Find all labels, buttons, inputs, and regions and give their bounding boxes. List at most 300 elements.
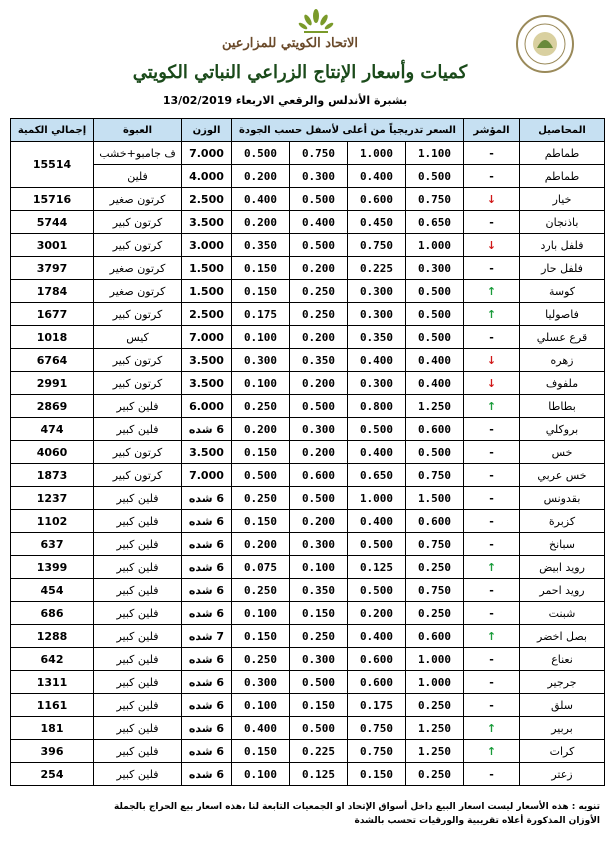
dash-indicator: - xyxy=(489,468,494,482)
price-grade-1-cell: 1.000 xyxy=(406,648,464,671)
price-grade-1-cell: 0.500 xyxy=(406,441,464,464)
table-row xyxy=(11,556,605,579)
total-quantity-cell: 1288 xyxy=(11,625,94,648)
price-grade-2-cell: 0.750 xyxy=(348,740,406,763)
pack-cell: فلين كبير xyxy=(94,487,182,510)
weight-column-header: الوزن xyxy=(182,119,232,142)
footnote-line-1: تنويه : هذه الأسعار ليست اسعار البيع داخل أسواق الإتحاد او الجمعيات التابعة لنا ،هذه اسعار بيع الحراج بالجملة xyxy=(114,802,600,812)
federation-logo-icon xyxy=(515,14,575,74)
table-row xyxy=(11,418,605,441)
table-row xyxy=(11,602,605,625)
price-grade-1-cell: 0.250 xyxy=(406,602,464,625)
crop-name-cell: بقدونس xyxy=(520,487,605,510)
table-row xyxy=(11,372,605,395)
footnote-line-2: الأوزان المذكورة أعلاه تقريبية والورقيات تحسب بالشدة xyxy=(354,816,600,826)
total-quantity-cell: 474 xyxy=(11,418,94,441)
crop-name-cell: خيار xyxy=(520,188,605,211)
weight-cell: 3.500 xyxy=(182,349,232,372)
total-quantity-cell: 1018 xyxy=(11,326,94,349)
table-row xyxy=(11,395,605,418)
total-quantity-cell: 1784 xyxy=(11,280,94,303)
price-grade-3-cell: 0.500 xyxy=(290,188,348,211)
price-grade-1-cell: 1.000 xyxy=(406,671,464,694)
crop-name-cell: باذنجان xyxy=(520,211,605,234)
trend-indicator-cell xyxy=(464,349,520,372)
trend-indicator-cell xyxy=(464,694,520,717)
table-header-row xyxy=(11,119,605,142)
price-grade-1-cell: 0.750 xyxy=(406,188,464,211)
crop-name-cell: جرجير xyxy=(520,671,605,694)
dash-indicator: - xyxy=(489,537,494,551)
trend-indicator-cell xyxy=(464,188,520,211)
price-grade-4-cell: 0.100 xyxy=(232,372,290,395)
price-grade-3-cell: 0.125 xyxy=(290,763,348,786)
total-quantity-cell: 254 xyxy=(11,763,94,786)
crop-name-cell: شبنت xyxy=(520,602,605,625)
pack-cell: كرتون كبير xyxy=(94,349,182,372)
crop-name-cell: زعتر xyxy=(520,763,605,786)
price-grade-2-cell: 0.175 xyxy=(348,694,406,717)
crop-name-cell: سلق xyxy=(520,694,605,717)
price-grade-2-cell: 0.450 xyxy=(348,211,406,234)
price-grade-3-cell: 0.250 xyxy=(290,625,348,648)
price-grade-1-cell: 0.250 xyxy=(406,694,464,717)
weight-cell: 6 شده xyxy=(182,487,232,510)
total-quantity-cell: 642 xyxy=(11,648,94,671)
table-row xyxy=(11,280,605,303)
total-quantity-cell: 686 xyxy=(11,602,94,625)
trend-indicator-cell xyxy=(464,441,520,464)
price-grade-3-cell: 0.200 xyxy=(290,510,348,533)
weight-cell: 2.500 xyxy=(182,188,232,211)
price-grade-4-cell: 0.200 xyxy=(232,533,290,556)
table-row xyxy=(11,717,605,740)
table-row xyxy=(11,349,605,372)
price-grade-2-cell: 0.400 xyxy=(348,441,406,464)
price-grade-2-cell: 0.500 xyxy=(348,533,406,556)
pack-cell: فلين كبير xyxy=(94,763,182,786)
crop-name-cell: سبانخ xyxy=(520,533,605,556)
pack-cell: كرتون صغير xyxy=(94,188,182,211)
pack-cell: فلين كبير xyxy=(94,648,182,671)
price-grade-2-cell: 0.650 xyxy=(348,464,406,487)
arrow-up-icon: ↑ xyxy=(486,721,497,735)
pack-cell: فلين كبير xyxy=(94,395,182,418)
crop-name-cell: فلفل بارد xyxy=(520,234,605,257)
trend-indicator-cell xyxy=(464,142,520,165)
trend-indicator-cell xyxy=(464,763,520,786)
pack-column-header: العبوة xyxy=(94,119,182,142)
table-row xyxy=(11,257,605,280)
price-grade-3-cell: 0.500 xyxy=(290,671,348,694)
price-grade-3-cell: 0.400 xyxy=(290,211,348,234)
pack-cell: فلين كبير xyxy=(94,533,182,556)
page-title: كميات وأسعار الإنتاج الزراعي النباتي الكويتي xyxy=(132,62,468,83)
trend-indicator-cell xyxy=(464,625,520,648)
trend-indicator-cell xyxy=(464,303,520,326)
crop-name-cell: خس عربي xyxy=(520,464,605,487)
weight-cell: 7.000 xyxy=(182,326,232,349)
price-grade-2-cell: 0.750 xyxy=(348,717,406,740)
arrow-down-icon: ↓ xyxy=(486,376,497,390)
price-grade-2-cell: 0.600 xyxy=(348,188,406,211)
total-column-header: إجمالي الكمية xyxy=(11,119,94,142)
dash-indicator: - xyxy=(489,514,494,528)
price-grade-1-cell: 0.500 xyxy=(406,165,464,188)
trend-indicator-cell xyxy=(464,556,520,579)
price-grade-1-cell: 0.600 xyxy=(406,625,464,648)
price-grade-1-cell: 0.250 xyxy=(406,763,464,786)
arrow-up-icon: ↑ xyxy=(486,560,497,574)
price-grade-1-cell: 0.400 xyxy=(406,349,464,372)
arrow-up-icon: ↑ xyxy=(486,284,497,298)
trend-indicator-cell xyxy=(464,464,520,487)
trend-indicator-cell xyxy=(464,579,520,602)
table-row xyxy=(11,694,605,717)
crop-name-cell: طماطم xyxy=(520,165,605,188)
price-grade-3-cell: 0.250 xyxy=(290,280,348,303)
weight-cell: 6 شده xyxy=(182,694,232,717)
total-quantity-cell: 3797 xyxy=(11,257,94,280)
table-row xyxy=(11,487,605,510)
dash-indicator: - xyxy=(489,215,494,229)
total-quantity-cell: 5744 xyxy=(11,211,94,234)
total-quantity-cell: 3001 xyxy=(11,234,94,257)
trend-indicator-cell xyxy=(464,372,520,395)
price-table xyxy=(10,118,605,786)
table-row xyxy=(11,533,605,556)
price-grade-4-cell: 0.150 xyxy=(232,257,290,280)
pack-cell: كرتون كبير xyxy=(94,441,182,464)
crop-name-cell: زهره xyxy=(520,349,605,372)
weight-cell: 1.500 xyxy=(182,280,232,303)
trend-indicator-cell xyxy=(464,326,520,349)
price-grade-1-cell: 1.100 xyxy=(406,142,464,165)
crop-column-header: المحاصيل xyxy=(520,119,605,142)
total-quantity-cell: 396 xyxy=(11,740,94,763)
price-grade-4-cell: 0.150 xyxy=(232,625,290,648)
price-grade-4-cell: 0.250 xyxy=(232,395,290,418)
weight-cell: 6 شده xyxy=(182,418,232,441)
price-grade-4-cell: 0.400 xyxy=(232,188,290,211)
price-grade-1-cell: 1.250 xyxy=(406,717,464,740)
price-grade-1-cell: 1.500 xyxy=(406,487,464,510)
price-grade-1-cell: 0.500 xyxy=(406,326,464,349)
crop-name-cell: نعناع xyxy=(520,648,605,671)
pack-cell: كرتون كبير xyxy=(94,234,182,257)
total-quantity-cell: 15716 xyxy=(11,188,94,211)
pack-cell: كرتون كبير xyxy=(94,211,182,234)
total-quantity-cell: 2991 xyxy=(11,372,94,395)
price-grade-2-cell: 0.400 xyxy=(348,625,406,648)
price-grade-3-cell: 0.200 xyxy=(290,372,348,395)
price-grade-4-cell: 0.150 xyxy=(232,441,290,464)
dash-indicator: - xyxy=(489,146,494,160)
crop-name-cell: فاصوليا xyxy=(520,303,605,326)
footnote xyxy=(40,800,600,828)
trend-indicator-cell xyxy=(464,165,520,188)
price-grade-1-cell: 0.650 xyxy=(406,211,464,234)
price-grade-2-cell: 0.125 xyxy=(348,556,406,579)
price-grade-1-cell: 0.600 xyxy=(406,418,464,441)
price-grade-1-cell: 0.750 xyxy=(406,464,464,487)
dash-indicator: - xyxy=(489,675,494,689)
price-grade-2-cell: 0.300 xyxy=(348,372,406,395)
price-grade-4-cell: 0.150 xyxy=(232,280,290,303)
table-row xyxy=(11,188,605,211)
price-grade-3-cell: 0.300 xyxy=(290,418,348,441)
total-quantity-cell: 2869 xyxy=(11,395,94,418)
crop-name-cell: ملفوف xyxy=(520,372,605,395)
price-grade-1-cell: 0.300 xyxy=(406,257,464,280)
weight-cell: 6 شده xyxy=(182,740,232,763)
price-grade-4-cell: 0.150 xyxy=(232,510,290,533)
price-grade-4-cell: 0.500 xyxy=(232,464,290,487)
price-grade-3-cell: 0.300 xyxy=(290,533,348,556)
price-grade-3-cell: 0.500 xyxy=(290,487,348,510)
price-grade-4-cell: 0.400 xyxy=(232,717,290,740)
trend-indicator-cell xyxy=(464,533,520,556)
total-quantity-cell: 637 xyxy=(11,533,94,556)
price-grade-4-cell: 0.200 xyxy=(232,211,290,234)
indicator-column-header: المؤشر xyxy=(464,119,520,142)
pack-cell: فلين كبير xyxy=(94,418,182,441)
arrow-down-icon: ↓ xyxy=(486,238,497,252)
weight-cell: 3.500 xyxy=(182,372,232,395)
price-grade-2-cell: 0.200 xyxy=(348,602,406,625)
price-grade-3-cell: 0.250 xyxy=(290,303,348,326)
dash-indicator: - xyxy=(489,767,494,781)
price-grade-1-cell: 1.250 xyxy=(406,395,464,418)
trend-indicator-cell xyxy=(464,395,520,418)
price-grade-4-cell: 0.100 xyxy=(232,763,290,786)
weight-cell: 4.000 xyxy=(182,165,232,188)
price-grade-3-cell: 0.200 xyxy=(290,257,348,280)
weight-cell: 6 شده xyxy=(182,579,232,602)
table-row xyxy=(11,671,605,694)
price-grade-1-cell: 1.250 xyxy=(406,740,464,763)
price-grade-2-cell: 0.400 xyxy=(348,349,406,372)
weight-cell: 7.000 xyxy=(182,142,232,165)
weight-cell: 6 شده xyxy=(182,510,232,533)
price-grade-4-cell: 0.150 xyxy=(232,740,290,763)
table-row xyxy=(11,579,605,602)
page-header xyxy=(0,0,606,118)
weight-cell: 6 شده xyxy=(182,556,232,579)
crop-name-cell: بطاطا xyxy=(520,395,605,418)
weight-cell: 3.500 xyxy=(182,441,232,464)
price-grade-4-cell: 0.200 xyxy=(232,165,290,188)
price-grade-1-cell: 1.000 xyxy=(406,234,464,257)
price-grade-1-cell: 0.250 xyxy=(406,556,464,579)
pack-cell: كرتون كبير xyxy=(94,303,182,326)
table-row xyxy=(11,740,605,763)
pack-cell: ف جامبو+خشب xyxy=(94,142,182,165)
trend-indicator-cell xyxy=(464,740,520,763)
price-grade-4-cell: 0.250 xyxy=(232,487,290,510)
crop-name-cell: بصل اخضر xyxy=(520,625,605,648)
pack-cell: فلين كبير xyxy=(94,510,182,533)
arrow-up-icon: ↑ xyxy=(486,744,497,758)
price-grade-4-cell: 0.075 xyxy=(232,556,290,579)
weight-cell: 1.500 xyxy=(182,257,232,280)
trend-indicator-cell xyxy=(464,211,520,234)
price-grade-4-cell: 0.350 xyxy=(232,234,290,257)
total-quantity-cell: 1161 xyxy=(11,694,94,717)
total-quantity-cell: 1237 xyxy=(11,487,94,510)
price-grade-1-cell: 0.500 xyxy=(406,303,464,326)
table-row xyxy=(11,763,605,786)
price-grade-2-cell: 0.400 xyxy=(348,510,406,533)
arrow-down-icon: ↓ xyxy=(486,353,497,367)
price-grade-1-cell: 0.750 xyxy=(406,533,464,556)
table-row xyxy=(11,303,605,326)
price-grade-2-cell: 0.600 xyxy=(348,671,406,694)
total-quantity-cell: 15514 xyxy=(11,142,94,188)
crop-name-cell: خس xyxy=(520,441,605,464)
price-grade-3-cell: 0.750 xyxy=(290,142,348,165)
weight-cell: 6 شده xyxy=(182,533,232,556)
crop-name-cell: قرع عسلي xyxy=(520,326,605,349)
dash-indicator: - xyxy=(489,698,494,712)
dash-indicator: - xyxy=(489,583,494,597)
trend-indicator-cell xyxy=(464,487,520,510)
price-grade-3-cell: 0.500 xyxy=(290,395,348,418)
price-column-header: السعر تدريجياً من أعلى لأسفل حسب الجودة xyxy=(232,119,464,142)
price-grade-2-cell: 0.500 xyxy=(348,579,406,602)
price-grade-4-cell: 0.100 xyxy=(232,694,290,717)
price-grade-3-cell: 0.150 xyxy=(290,602,348,625)
trend-indicator-cell xyxy=(464,648,520,671)
weight-cell: 3.500 xyxy=(182,211,232,234)
price-grade-2-cell: 0.225 xyxy=(348,257,406,280)
price-grade-4-cell: 0.300 xyxy=(232,349,290,372)
total-quantity-cell: 6764 xyxy=(11,349,94,372)
price-grade-4-cell: 0.100 xyxy=(232,602,290,625)
price-grade-2-cell: 0.150 xyxy=(348,763,406,786)
table-row xyxy=(11,326,605,349)
dash-indicator: - xyxy=(489,169,494,183)
floral-ornament-icon xyxy=(298,8,334,38)
dash-indicator: - xyxy=(489,652,494,666)
weight-cell: 2.500 xyxy=(182,303,232,326)
trend-indicator-cell xyxy=(464,602,520,625)
price-grade-1-cell: 0.750 xyxy=(406,579,464,602)
price-grade-2-cell: 1.000 xyxy=(348,142,406,165)
table-row xyxy=(11,625,605,648)
dash-indicator: - xyxy=(489,606,494,620)
dash-indicator: - xyxy=(489,422,494,436)
weight-cell: 7 شده xyxy=(182,625,232,648)
weight-cell: 6 شده xyxy=(182,648,232,671)
price-grade-3-cell: 0.500 xyxy=(290,234,348,257)
weight-cell: 3.000 xyxy=(182,234,232,257)
pack-cell: فلين كبير xyxy=(94,717,182,740)
total-quantity-cell: 181 xyxy=(11,717,94,740)
total-quantity-cell: 1399 xyxy=(11,556,94,579)
price-grade-4-cell: 0.250 xyxy=(232,648,290,671)
crop-name-cell: رويد ابيض xyxy=(520,556,605,579)
arrow-up-icon: ↑ xyxy=(486,399,497,413)
price-grade-2-cell: 0.300 xyxy=(348,303,406,326)
price-grade-4-cell: 0.500 xyxy=(232,142,290,165)
price-grade-2-cell: 0.350 xyxy=(348,326,406,349)
weight-cell: 7.000 xyxy=(182,464,232,487)
table-row xyxy=(11,464,605,487)
price-grade-3-cell: 0.350 xyxy=(290,579,348,602)
trend-indicator-cell xyxy=(464,418,520,441)
price-grade-2-cell: 0.750 xyxy=(348,234,406,257)
price-grade-3-cell: 0.500 xyxy=(290,717,348,740)
price-grade-4-cell: 0.100 xyxy=(232,326,290,349)
price-grade-3-cell: 0.200 xyxy=(290,441,348,464)
table-row xyxy=(11,441,605,464)
table-row xyxy=(11,211,605,234)
price-grade-4-cell: 0.175 xyxy=(232,303,290,326)
dash-indicator: - xyxy=(489,261,494,275)
dash-indicator: - xyxy=(489,330,494,344)
price-grade-3-cell: 0.200 xyxy=(290,326,348,349)
table-row xyxy=(11,234,605,257)
crop-name-cell: فلفل حار xyxy=(520,257,605,280)
dash-indicator: - xyxy=(489,491,494,505)
pack-cell: كرتون كبير xyxy=(94,464,182,487)
total-quantity-cell: 454 xyxy=(11,579,94,602)
pack-cell: فلين كبير xyxy=(94,556,182,579)
price-grade-4-cell: 0.250 xyxy=(232,579,290,602)
price-grade-3-cell: 0.350 xyxy=(290,349,348,372)
price-grade-3-cell: 0.225 xyxy=(290,740,348,763)
price-grade-3-cell: 0.150 xyxy=(290,694,348,717)
pack-cell: فلين xyxy=(94,165,182,188)
table-row xyxy=(11,510,605,533)
price-grade-2-cell: 0.500 xyxy=(348,418,406,441)
price-grade-3-cell: 0.300 xyxy=(290,648,348,671)
price-grade-4-cell: 0.300 xyxy=(232,671,290,694)
arrow-down-icon: ↓ xyxy=(486,192,497,206)
weight-cell: 6 شده xyxy=(182,602,232,625)
pack-cell: كرتون كبير xyxy=(94,372,182,395)
price-grade-2-cell: 0.400 xyxy=(348,165,406,188)
weight-cell: 6 شده xyxy=(182,671,232,694)
price-grade-3-cell: 0.100 xyxy=(290,556,348,579)
pack-cell: فلين كبير xyxy=(94,579,182,602)
pack-cell: فلين كبير xyxy=(94,671,182,694)
total-quantity-cell: 1873 xyxy=(11,464,94,487)
total-quantity-cell: 1102 xyxy=(11,510,94,533)
total-quantity-cell: 1311 xyxy=(11,671,94,694)
weight-cell: 6 شده xyxy=(182,763,232,786)
dash-indicator: - xyxy=(489,445,494,459)
arrow-up-icon: ↑ xyxy=(486,629,497,643)
weight-cell: 6 شده xyxy=(182,717,232,740)
pack-cell: فلين كبير xyxy=(94,740,182,763)
crop-name-cell: طماطم xyxy=(520,142,605,165)
price-grade-3-cell: 0.300 xyxy=(290,165,348,188)
crop-name-cell: كرات xyxy=(520,740,605,763)
trend-indicator-cell xyxy=(464,717,520,740)
weight-cell: 6.000 xyxy=(182,395,232,418)
trend-indicator-cell xyxy=(464,280,520,303)
price-grade-2-cell: 0.600 xyxy=(348,648,406,671)
crop-name-cell: رويد احمر xyxy=(520,579,605,602)
table-row xyxy=(11,142,605,165)
pack-cell: فلين كبير xyxy=(94,694,182,717)
trend-indicator-cell xyxy=(464,257,520,280)
price-grade-1-cell: 0.600 xyxy=(406,510,464,533)
trend-indicator-cell xyxy=(464,671,520,694)
table-row xyxy=(11,165,605,188)
